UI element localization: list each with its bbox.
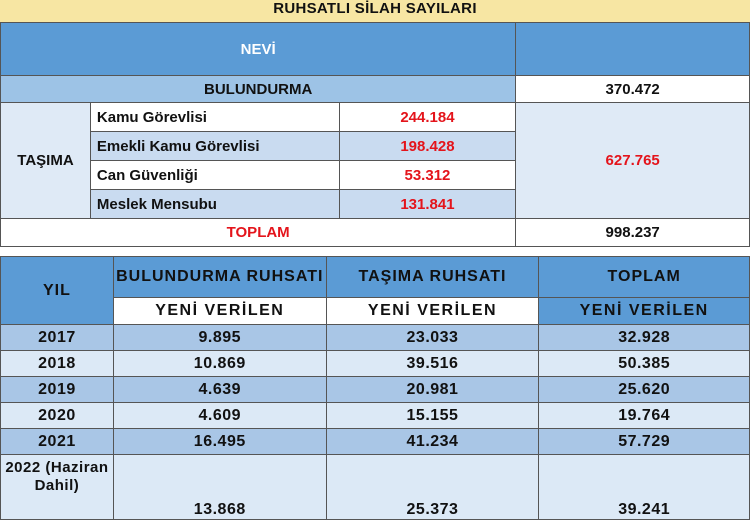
nevi-header: NEVİ <box>1 23 516 76</box>
yeni-verilen-subheader: YENİ VERİLEN <box>539 298 750 325</box>
tasima-row-value: 198.428 <box>339 132 516 161</box>
tasima-row-label: Can Güvenliği <box>90 161 339 190</box>
table-row <box>1 403 750 429</box>
table-row <box>1 429 750 455</box>
bulundurma-cell: 13.868 <box>113 455 326 520</box>
tasima-row-value: 131.841 <box>339 190 516 219</box>
table-row <box>1 377 750 403</box>
tasima-cell: 25.373 <box>326 455 539 520</box>
tasima-row-value: 53.312 <box>339 161 516 190</box>
year-cell: 2022 (Haziran Dahil) <box>1 455 114 520</box>
tasima-cell: 20.981 <box>326 377 539 403</box>
year-header: YIL <box>1 257 114 325</box>
table-row <box>1 325 750 351</box>
bulundurma-label: BULUNDURMA <box>1 76 516 103</box>
bulundurma-ruhsati-header: BULUNDURMA RUHSATI <box>113 257 326 298</box>
tasima-row-label: Meslek Mensubu <box>90 190 339 219</box>
tasima-cell: 39.516 <box>326 351 539 377</box>
yeni-verilen-subheader: YENİ VERİLEN <box>326 298 539 325</box>
toplam-cell: 25.620 <box>539 377 750 403</box>
toplam-cell: 19.764 <box>539 403 750 429</box>
nevi-header-blank <box>516 23 750 76</box>
year-cell: 2020 <box>1 403 114 429</box>
bulundurma-cell: 4.639 <box>113 377 326 403</box>
table-row <box>1 455 750 520</box>
toplam-cell: 39.241 <box>539 455 750 520</box>
tasima-cell: 15.155 <box>326 403 539 429</box>
table-row <box>1 351 750 377</box>
tasima-cell: 41.234 <box>326 429 539 455</box>
tasima-cell: 23.033 <box>326 325 539 351</box>
license-summary-table <box>0 22 750 247</box>
page-title: RUHSATLI SİLAH SAYILARI <box>0 0 750 22</box>
bulundurma-value: 370.472 <box>516 76 750 103</box>
bulundurma-cell: 10.869 <box>113 351 326 377</box>
tasima-row-label: Emekli Kamu Görevlisi <box>90 132 339 161</box>
tasima-label: TAŞIMA <box>1 103 91 219</box>
toplam-cell: 50.385 <box>539 351 750 377</box>
toplam-value: 998.237 <box>516 219 750 247</box>
year-cell: 2018 <box>1 351 114 377</box>
yeni-verilen-subheader: YENİ VERİLEN <box>113 298 326 325</box>
tasima-row-value: 244.184 <box>339 103 516 132</box>
toplam-label: TOPLAM <box>1 219 516 247</box>
year-cell: 2021 <box>1 429 114 455</box>
toplam-cell: 57.729 <box>539 429 750 455</box>
toplam-header: TOPLAM <box>539 257 750 298</box>
tasima-row-label: Kamu Görevlisi <box>90 103 339 132</box>
bulundurma-cell: 16.495 <box>113 429 326 455</box>
bulundurma-cell: 4.609 <box>113 403 326 429</box>
toplam-cell: 32.928 <box>539 325 750 351</box>
bulundurma-cell: 9.895 <box>113 325 326 351</box>
tasima-ruhsati-header: TAŞIMA RUHSATI <box>326 257 539 298</box>
yearly-license-table <box>0 256 750 520</box>
year-cell: 2017 <box>1 325 114 351</box>
year-cell: 2019 <box>1 377 114 403</box>
tasima-total: 627.765 <box>516 103 750 219</box>
